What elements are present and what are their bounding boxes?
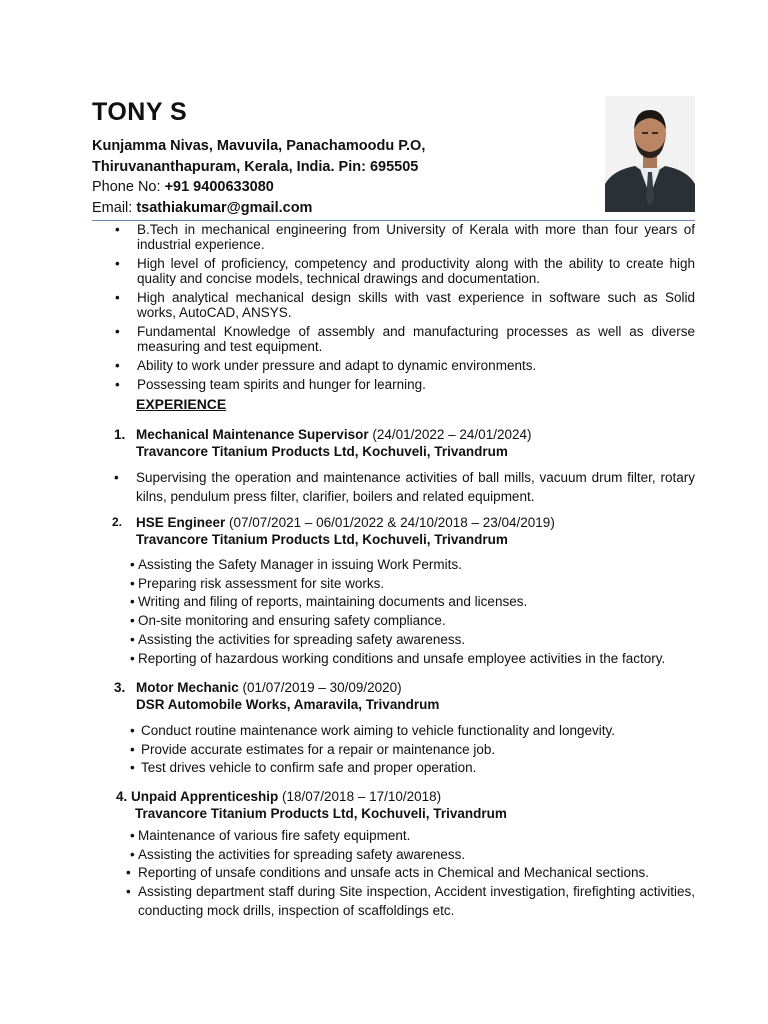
job-1-duties [114, 469, 695, 506]
experience-heading: EXPERIENCE [136, 396, 227, 412]
duty-item: • Provide accurate estimates for a repair or maintenance job. [130, 741, 710, 760]
job-4-duties [130, 827, 695, 921]
job-3-duties [130, 722, 710, 778]
summary-item: • Ability to work under pressure and adapt to dynamic environments. [113, 358, 695, 373]
summary-item: • High level of proficiency, competency and productivity along with the ability to create high quality and concise models, technical drawings and documentation. [113, 256, 695, 286]
job-title: Unpaid Apprenticeship [131, 789, 279, 804]
job-company: DSR Automobile Works, Amaravila, Trivandrum [136, 697, 440, 712]
address-line-1: Kunjamma Nivas, Mavuvila, Panachamoodu P.O, [92, 138, 426, 154]
duty-item: • Preparing risk assessment for site works. [130, 575, 710, 594]
job-entry-2 [112, 514, 555, 548]
duty-item: • Supervising the operation and maintenance activities of ball mills, vacuum drum filter, rotary kilns, pendulum press filter, clarifier, boilers and related equipment. [114, 469, 695, 506]
email-address: tsathiakumar@gmail.com [136, 200, 313, 216]
duty-item: • Reporting of hazardous working conditions and unsafe employee activities in the factory. [130, 650, 710, 669]
summary-item: • Possessing team spirits and hunger for learning. [113, 377, 695, 392]
duty-item: • Assisting the activities for spreading safety awareness. [130, 631, 710, 650]
email-line [92, 200, 312, 216]
phone-number: +91 9400633080 [164, 179, 274, 195]
job-title: Motor Mechanic [136, 680, 239, 695]
duty-item: • Assisting the Safety Manager in issuing Work Permits. [130, 556, 710, 575]
duty-item: • Reporting of unsafe conditions and unsafe acts in Chemical and Mechanical sections. [126, 864, 695, 883]
duty-item: • Assisting the activities for spreading safety awareness. [130, 846, 695, 865]
job-title: HSE Engineer [136, 515, 226, 530]
job-number: 1. [114, 427, 126, 442]
job-number: 3. [114, 680, 126, 695]
duty-item: • On-site monitoring and ensuring safety compliance. [130, 612, 710, 631]
job-company: Travancore Titanium Products Ltd, Kochuveli, Trivandrum [135, 806, 507, 821]
duty-item: • Conduct routine maintenance work aiming to vehicle functionality and longevity. [130, 722, 710, 741]
job-company: Travancore Titanium Products Ltd, Kochuveli, Trivandrum [136, 532, 508, 547]
job-entry-4 [116, 788, 507, 822]
candidate-name: TONY S [92, 98, 188, 126]
job-number: 2. [112, 515, 123, 529]
job-entry-1 [114, 426, 531, 460]
job-dates: (01/07/2019 – 30/09/2020) [238, 680, 402, 695]
summary-item: • Fundamental Knowledge of assembly and manufacturing processes as well as diverse measuring and test equipment. [113, 324, 695, 354]
job-company: Travancore Titanium Products Ltd, Kochuveli, Trivandrum [136, 444, 508, 459]
job-entry-3 [114, 679, 439, 713]
job-dates: (24/01/2022 – 24/01/2024) [368, 427, 532, 442]
summary-list [113, 222, 695, 396]
address-line-2: Thiruvananthapuram, Kerala, India. Pin: 695505 [92, 159, 419, 175]
job-2-duties [130, 556, 710, 668]
duty-item: • Assisting department staff during Site inspection, Accident investigation, firefighting activities, conducting mock drills, inspection of scaffoldings etc. [126, 883, 695, 920]
job-dates: (07/07/2021 – 06/01/2022 & 24/10/2018 – 23/04/2019) [225, 515, 555, 530]
phone-line [92, 179, 274, 195]
summary-item: • B.Tech in mechanical engineering from University of Kerala with more than four years of industrial experience. [113, 222, 695, 252]
email-label: Email: [92, 200, 137, 216]
phone-label: Phone No: [92, 179, 165, 195]
summary-item: • High analytical mechanical design skills with vast experience in software such as Solid works, AutoCAD, ANSYS. [113, 290, 695, 320]
profile-photo-portrait [605, 96, 695, 212]
duty-item: • Maintenance of various fire safety equipment. [130, 827, 695, 846]
job-number: 4. [116, 789, 128, 804]
job-title: Mechanical Maintenance Supervisor [136, 427, 369, 442]
job-dates: (18/07/2018 – 17/10/2018) [278, 789, 442, 804]
duty-item: • Test drives vehicle to confirm safe and proper operation. [130, 759, 710, 778]
profile-photo [605, 96, 695, 212]
duty-item: • Writing and filing of reports, maintaining documents and licenses. [130, 593, 710, 612]
header-divider [92, 220, 695, 221]
